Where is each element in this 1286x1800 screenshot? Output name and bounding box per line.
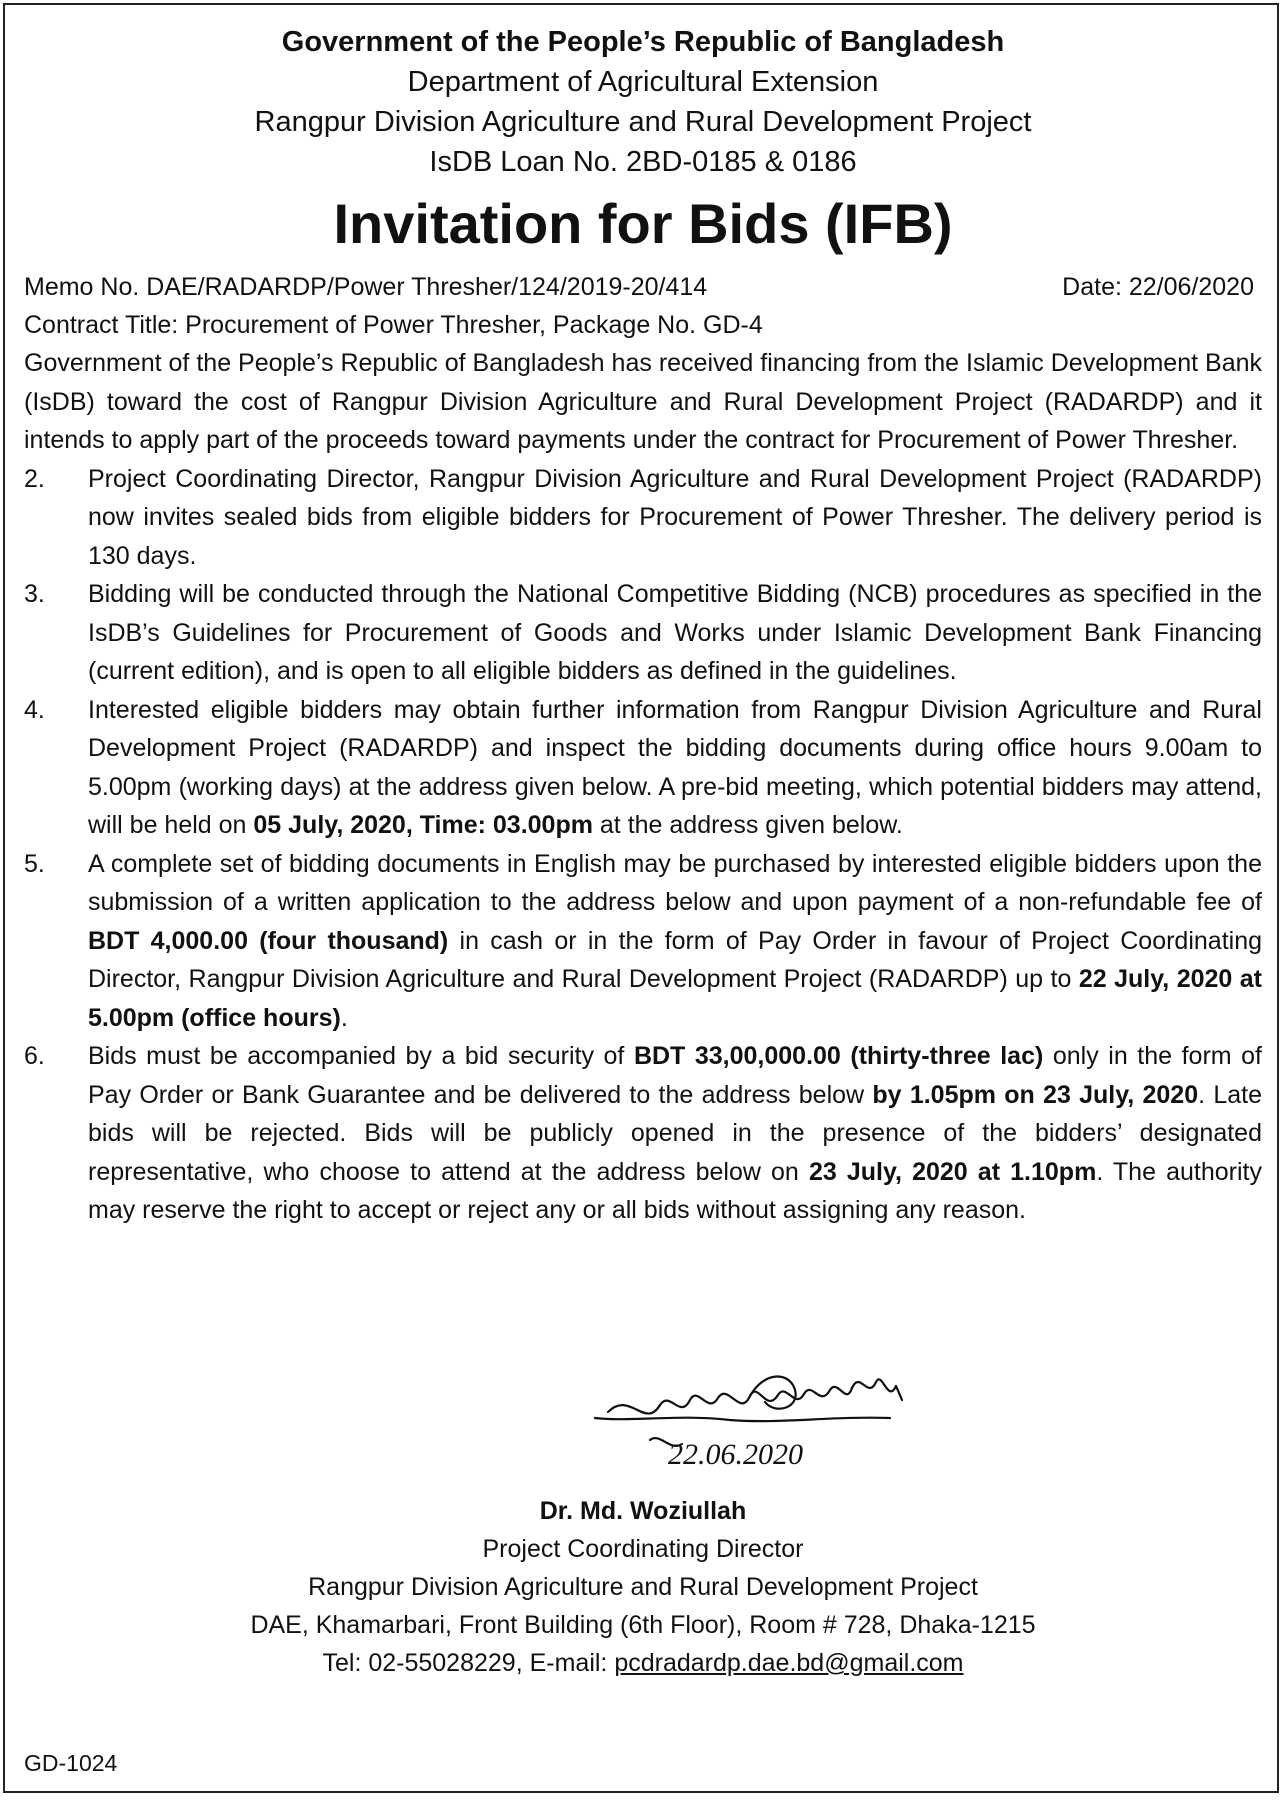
item-number: 5.: [24, 849, 45, 878]
item-number: 4.: [24, 695, 45, 724]
list-item: [24, 575, 1262, 691]
signatory-designation: Project Coordinating Director: [482, 1535, 804, 1563]
signatory-name: Dr. Md. Woziullah: [539, 1497, 747, 1525]
item-number: 6.: [24, 1042, 45, 1070]
intro-paragraph: Government of the People’s Republic of Bangladesh has received financing from the Islamic Development Bank (IsDB) toward the cost of Rangpur Division Agriculture and Rural Development Project (RADARDP) and it intends to apply part of the proceeds toward payments under the contract for Procurement of Power Thresher.: [24, 349, 1262, 454]
contract-title: Contract Title: Procurement of Power Thresher, Package No. GD-4: [24, 311, 763, 339]
handwritten-signature: [590, 1360, 930, 1478]
item-number: 3.: [24, 580, 45, 608]
item-text: Bids must be accompanied by a bid security of BDT 33,00,000.00 (thirty-three lac) only in the form of Pay Order or Bank Guarantee and be delivered to the address below by 1.05pm on 23 July, 2020. Late bids will be rejected. Bids will be publicly opened in the presence of the bidders’ designated representative, who choose to attend at the address below on 23 July, 2020 at 1.10pm. The authority may reserve the right to accept or reject any or all bids without assigning any reason.: [88, 1042, 1262, 1224]
item-text: A complete set of bidding documents in English may be purchased by interested eligible bidders upon the submission of a written application to the address below and upon payment of a non-refundable fee of BDT 4,000.00 (four thousand) in cash or in the form of Pay Order in favour of Project Coordinating Director, Rangpur Division Agriculture and Rural Development Project (RADARDP) up to 22 July, 2020 at 5.00pm (office hours).: [88, 849, 1263, 1032]
loan-heading: IsDB Loan No. 2BD-0185 & 0186: [429, 146, 857, 178]
email-link[interactable]: pcdradardp.dae.bd@gmail.com: [614, 1649, 964, 1677]
list-item: [24, 460, 1262, 576]
item-text: Bidding will be conducted through the National Competitive Bidding (NCB) procedures as specified in the IsDB’s Guidelines for Procurement of Goods and Works under Islamic Development Bank Financing (current edition), and is open to all eligible bidders as defined in the guidelines.: [88, 580, 1262, 685]
signatory-address: DAE, Khamarbari, Front Building (6th Floor), Room # 728, Dhaka-1215: [250, 1611, 1036, 1639]
memo-date: Date: 22/06/2020: [1062, 273, 1254, 301]
notice-code: GD-1024: [24, 1750, 118, 1776]
list-item: [24, 691, 1262, 845]
item-number: 2.: [24, 464, 45, 493]
project-heading: Rangpur Division Agriculture and Rural Development Project: [254, 106, 1032, 138]
page-title: Invitation for Bids (IFB): [333, 192, 953, 255]
signature-text: [0, 1492, 1286, 1682]
memo-row: [24, 268, 1262, 306]
memo-number: Memo No. DAE/RADARDP/Power Thresher/124/2019-20/414: [24, 273, 708, 301]
list-item: [24, 1037, 1262, 1230]
item-text: Interested eligible bidders may obtain further information from Rangpur Division Agriculture and Rural Development Project (RADARDP) and inspect the bidding documents during office hours 9.00am to 5.00pm (working days) at the address given below. A pre-bid meeting, which potential bidders may attend, will be held on 05 July, 2020, Time: 03.00pm at the address given below.: [88, 695, 1262, 839]
list-item: [24, 845, 1262, 1038]
svg-text:22.06.2020: 22.06.2020: [668, 1438, 803, 1471]
signatory-contact: Tel: 02-55028229, E-mail: pcdradardp.dae.bd@gmail.com: [322, 1649, 964, 1677]
department-heading: Department of Agricultural Extension: [407, 66, 879, 98]
item-text: Project Coordinating Director, Rangpur Division Agriculture and Rural Development Project (RADARDP) now invites sealed bids from eligible bidders for Procurement of Power Thresher. The delivery period is 130 days.: [88, 464, 1262, 570]
signatory-project: Rangpur Division Agriculture and Rural Development Project: [308, 1573, 978, 1601]
government-heading: Government of the People’s Republic of Bangladesh: [281, 26, 1005, 58]
